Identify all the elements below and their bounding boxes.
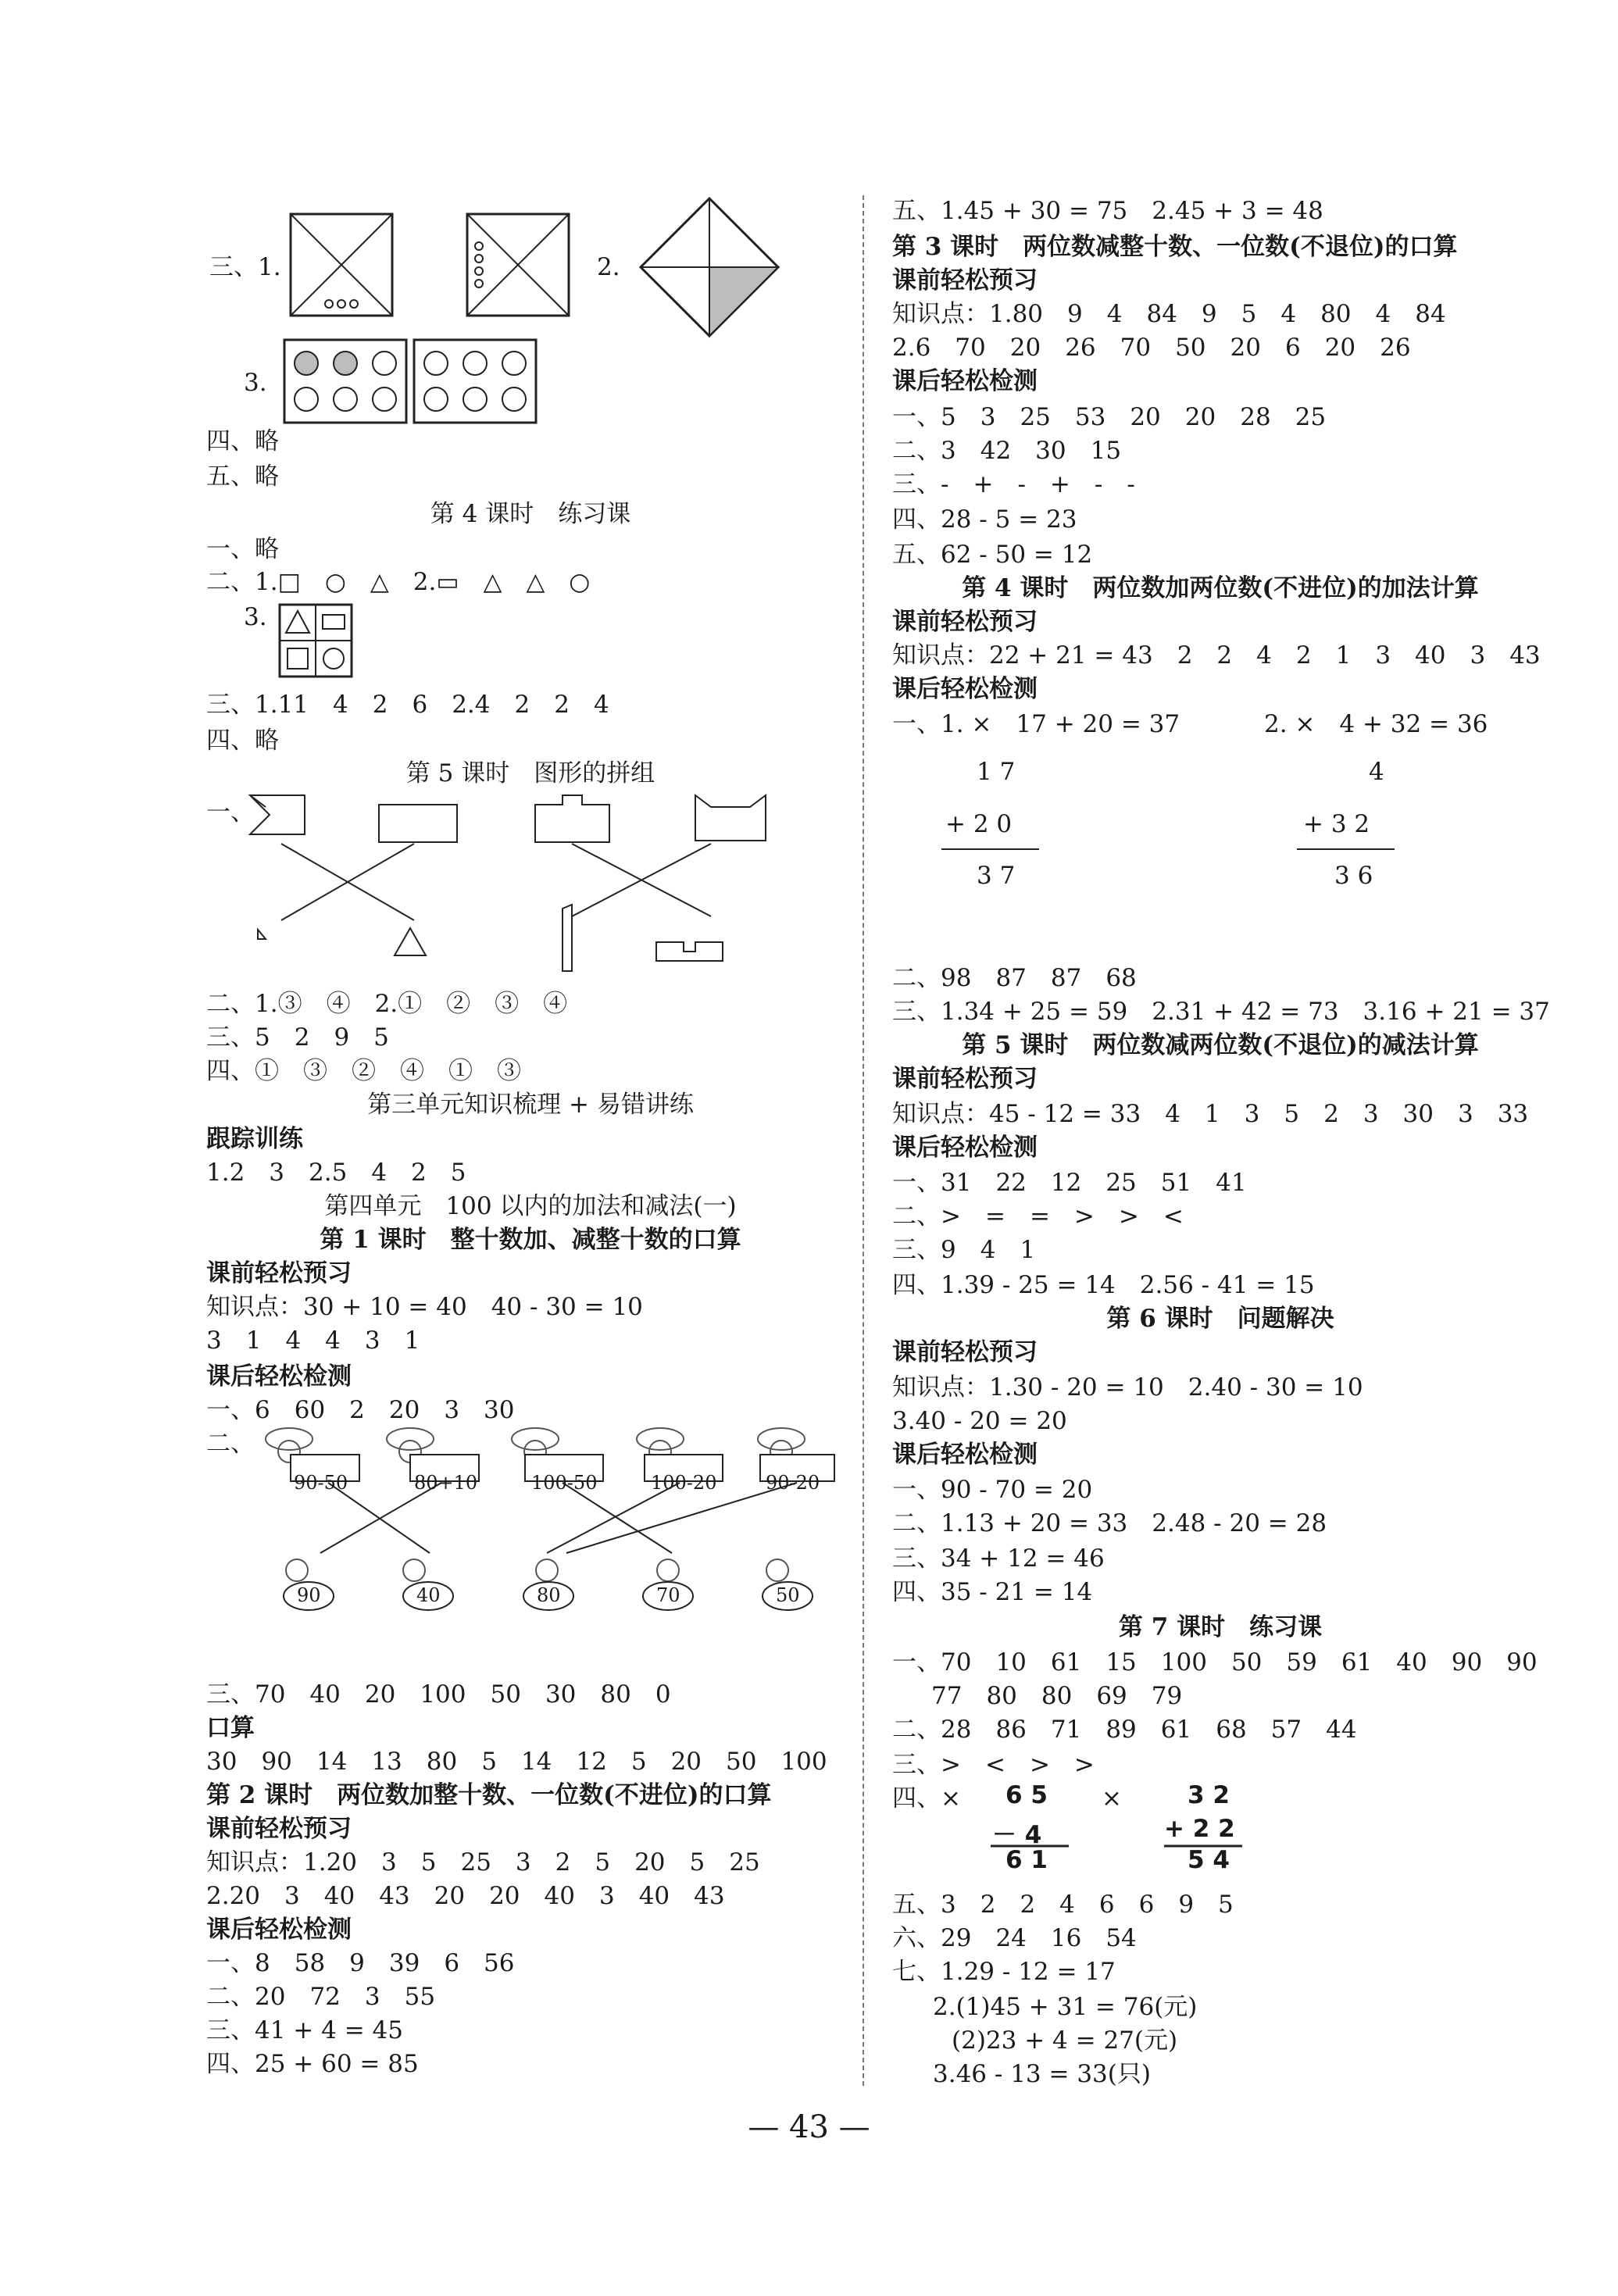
section-title: 课后轻松检测: [206, 1362, 352, 1391]
answer-line: 1.2 3 2.5 4 2 5: [206, 1159, 466, 1187]
vertical-calc-subtrahend: － 4: [992, 1821, 1042, 1849]
answer-line: 五、略: [206, 462, 279, 491]
answer-label: 3.: [244, 369, 267, 397]
duck-number: 40: [416, 1584, 441, 1606]
answer-line: 二、20 72 3 55: [206, 1983, 436, 2011]
expression-card: 80+10: [414, 1472, 478, 1494]
section-title: 课后轻松检测: [892, 675, 1038, 703]
answer-label: 3.: [244, 603, 267, 631]
answer-line: 二、> = = > > <: [892, 1202, 1184, 1230]
lesson-heading: 第 2 课时 两位数加整十数、一位数(不进位)的口算: [206, 1781, 772, 1809]
answer-line: 四、① ③ ② ④ ① ③: [206, 1057, 521, 1085]
answer-line: 二、1.③ ④ 2.① ② ③ ④: [206, 990, 568, 1018]
lesson-heading: 第 5 课时 两位数减两位数(不退位)的减法计算: [962, 1031, 1479, 1059]
lesson-heading: 第 3 课时 两位数减整十数、一位数(不退位)的口算: [892, 233, 1458, 261]
lesson-heading: 第 6 课时 问题解决: [1106, 1305, 1334, 1333]
circle-grid-figure-1: [283, 338, 408, 424]
unit-review-heading: 第三单元知识梳理 + 易错讲练: [367, 1091, 694, 1119]
answer-line: 二、1.□ ○ △ 2.▭ △ △ ○: [206, 568, 591, 596]
vertical-calc-result: 6 1: [1005, 1846, 1048, 1874]
answer-line: 二、1.13 + 20 = 33 2.48 - 20 = 28: [892, 1509, 1327, 1537]
answer-line: 四、略: [206, 427, 279, 455]
answer-line: 三、5 2 9 5: [206, 1023, 389, 1052]
section-title: 课后轻松检测: [206, 1916, 352, 1944]
answer-line: 3.46 - 13 = 33(只): [933, 2060, 1151, 2088]
answer-line: 四、35 - 21 = 14: [892, 1578, 1093, 1606]
lesson-heading: 第 4 课时 两位数加两位数(不进位)的加法计算: [962, 574, 1479, 602]
vertical-calc-top: 4: [1369, 758, 1384, 786]
answer-line: 五、3 2 2 4 6 6 9 5: [892, 1891, 1234, 1919]
answer-line: 四、1.39 - 25 = 14 2.56 - 41 = 15: [892, 1271, 1315, 1299]
answer-line: 五、62 - 50 = 12: [892, 541, 1093, 569]
duck-number: 90: [297, 1584, 321, 1606]
answer-line: 三、70 40 20 100 50 30 80 0: [206, 1680, 671, 1709]
lesson-heading: 第 5 课时 图形的拼组: [405, 759, 655, 787]
section-title: 课前轻松预习: [892, 1065, 1038, 1093]
answer-line: 四、28 - 5 = 23: [892, 505, 1077, 534]
answer-line: 知识点：1.30 - 20 = 10 2.40 - 30 = 10: [892, 1373, 1363, 1402]
section-title: 课前轻松预习: [892, 1338, 1038, 1366]
answer-line: 一、70 10 61 15 100 50 59 61 40 90 90: [892, 1648, 1538, 1676]
answer-line: 30 90 14 13 80 5 14 12 5 20 50 100: [206, 1748, 827, 1776]
square-fold-figure-1: [289, 212, 395, 318]
vertical-calc-addend: + 2 0: [945, 810, 1013, 838]
vertical-calc-top: 6 5: [1005, 1781, 1048, 1809]
vertical-calc-top: 1 7: [977, 758, 1016, 786]
answer-line: 知识点：30 + 10 = 40 40 - 30 = 10: [206, 1293, 643, 1321]
answer-line: 四、略: [206, 727, 279, 755]
answer-line: 三、34 + 12 = 46: [892, 1544, 1105, 1573]
section-title: 课前轻松预习: [892, 608, 1038, 636]
answer-line: 六、29 24 16 54: [892, 1924, 1137, 1952]
duck-number: 70: [656, 1584, 680, 1606]
expression-card: 100-20: [651, 1472, 717, 1494]
answer-line: 二、98 87 87 68: [892, 964, 1137, 992]
calc-rule: [941, 848, 1039, 851]
answer-line: 二、28 86 71 89 61 68 57 44: [892, 1716, 1357, 1744]
diamond-figure: [639, 197, 780, 337]
answer-line: 一、8 58 9 39 6 56: [206, 1949, 515, 1977]
answer-line: ×: [1102, 1784, 1122, 1812]
square-fold-figure-2: [466, 212, 571, 318]
duck-number: 50: [776, 1584, 800, 1606]
answer-label: 2.: [597, 253, 620, 281]
lesson-heading: 第 1 课时 整十数加、减整十数的口算: [320, 1226, 741, 1254]
section-title: 课后轻松检测: [892, 1134, 1038, 1162]
answer-line: 知识点：22 + 21 = 43 2 2 4 2 1 3 40 3 43: [892, 641, 1541, 670]
vertical-calc-result: 5 4: [1188, 1846, 1230, 1874]
answer-line: 知识点：45 - 12 = 33 4 1 3 5 2 3 30 3 33: [892, 1100, 1529, 1128]
answer-label: 一、: [206, 798, 255, 827]
answer-line: 七、1.29 - 12 = 17: [892, 1958, 1116, 1986]
section-title: 课后轻松检测: [892, 367, 1038, 395]
answer-line: 2.(1)45 + 31 = 76(元): [933, 1993, 1198, 2021]
answer-line: 五、1.45 + 30 = 75 2.45 + 3 = 48: [892, 197, 1323, 225]
vertical-calc-top: 3 2: [1188, 1781, 1230, 1809]
page-number: — 43 —: [748, 2109, 870, 2145]
answer-label: 三、1.: [209, 253, 281, 281]
answer-line: 四、×: [892, 1784, 961, 1812]
expression-card: 90-20: [766, 1472, 820, 1494]
vertical-calc-result: 3 6: [1334, 862, 1373, 890]
section-title: 跟踪训练: [206, 1125, 303, 1153]
answer-line: 二、3 42 30 15: [892, 437, 1122, 465]
unit-heading: 第四单元 100 以内的加法和减法(一): [324, 1192, 737, 1220]
answer-line: 三、9 4 1: [892, 1236, 1036, 1264]
duck-number: 80: [537, 1584, 561, 1606]
section-title: 课前轻松预习: [206, 1815, 352, 1843]
answer-label: 二、: [206, 1430, 255, 1458]
answer-line: 2. × 4 + 32 = 36: [1264, 710, 1488, 738]
answer-line: 三、1.34 + 25 = 59 2.31 + 42 = 73 3.16 + 21 = 37: [892, 998, 1550, 1026]
answer-line: 一、1. × 17 + 20 = 37: [892, 710, 1180, 738]
answer-line: 3 1 4 4 3 1: [206, 1327, 420, 1355]
answer-line: (2)23 + 4 = 27(元): [952, 2026, 1178, 2055]
answer-line: 三、- + - + - -: [892, 470, 1135, 498]
answer-line: 四、25 + 60 = 85: [206, 2050, 419, 2078]
answer-line: 一、略: [206, 535, 279, 563]
answer-line: 知识点：1.80 9 4 84 9 5 4 80 4 84: [892, 300, 1446, 328]
answer-line: 三、41 + 4 = 45: [206, 2016, 403, 2044]
vertical-calc-addend: + 3 2: [1303, 810, 1370, 838]
lesson-heading: 第 7 课时 练习课: [1118, 1613, 1323, 1641]
circle-grid-figure-2: [413, 338, 538, 424]
section-title: 口算: [206, 1714, 255, 1742]
expression-card: 90-50: [294, 1472, 348, 1494]
answer-line: 2.20 3 40 43 20 20 40 3 40 43: [206, 1882, 725, 1910]
shapes-grid-figure: [278, 603, 353, 678]
answer-line: 3.40 - 20 = 20: [892, 1407, 1067, 1435]
section-title: 课前轻松预习: [206, 1259, 352, 1287]
answer-line: 知识点：1.20 3 5 25 3 2 5 20 5 25: [206, 1848, 760, 1876]
answer-line: 一、90 - 70 = 20: [892, 1476, 1093, 1504]
lesson-heading: 第 4 课时 练习课: [430, 500, 631, 528]
card-duck-matching-figure: [234, 1414, 859, 1672]
answer-line: 三、> < > >: [892, 1751, 1095, 1779]
vertical-calc-addend: + 2 2: [1164, 1815, 1235, 1843]
answer-line: 2.6 70 20 26 70 50 20 6 20 26: [892, 334, 1411, 362]
expression-card: 100-50: [531, 1472, 598, 1494]
answer-line: 一、5 3 25 53 20 20 28 25: [892, 403, 1327, 431]
shape-matching-figure: [234, 787, 859, 975]
column-divider: [863, 195, 864, 2086]
vertical-calc-result: 3 7: [977, 862, 1016, 890]
section-title: 课后轻松检测: [892, 1441, 1038, 1469]
answer-line: 一、6 60 2 20 3 30: [206, 1396, 515, 1424]
answer-line: 一、31 22 12 25 51 41: [892, 1169, 1247, 1197]
section-title: 课前轻松预习: [892, 266, 1038, 295]
calc-rule: [1297, 848, 1395, 851]
answer-line: 77 80 80 69 79: [931, 1682, 1183, 1710]
answer-line: 三、1.11 4 2 6 2.4 2 2 4: [206, 691, 609, 719]
